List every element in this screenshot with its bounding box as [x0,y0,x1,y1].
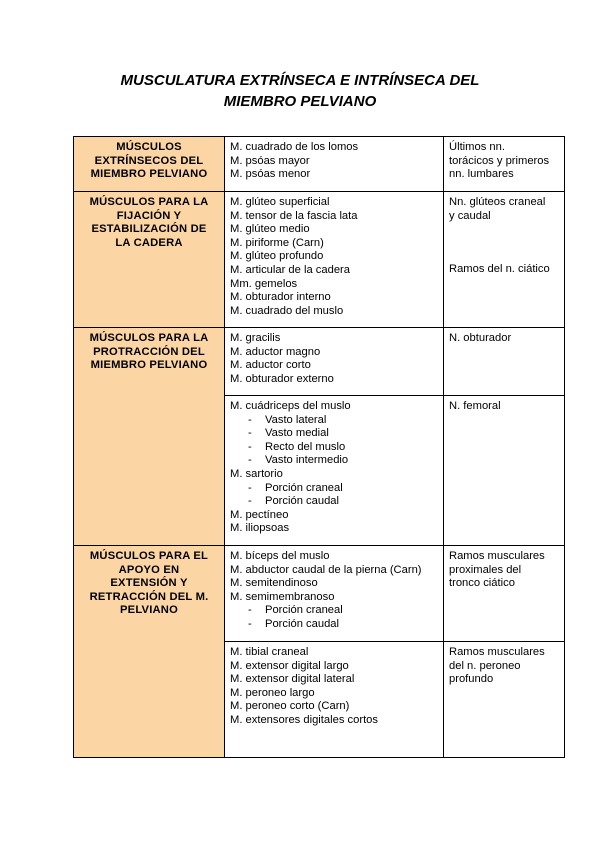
muscle-subitem [230,441,438,455]
text-line: profundo [449,673,494,686]
text-line: LA CADERA [115,236,183,249]
nerve-gluteal [449,196,559,223]
muscle-item: M. abductor caudal de la pierna (Carn) [230,563,422,576]
muscle-item: M. iliopsoas [230,522,290,535]
text-line: EXTRÍNSECOS DEL [94,154,204,167]
muscle-subitem [230,454,438,468]
muscle-list-extrinsic [225,137,444,192]
muscle-subitem [230,427,438,441]
muscle-subitem-text: Porción caudal [265,495,340,508]
group-label-hip-fixation [74,192,225,328]
text-line: MIEMBRO PELVIANO [90,359,208,372]
muscle-item: M. glúteo superficial [230,196,330,208]
muscle-item: M. bíceps del muslo [230,550,330,562]
group-label-support [74,546,225,758]
text-line: EXTENSIÓN Y [110,577,188,590]
text-line: RETRACCIÓN DEL M. [89,590,209,603]
muscle-item: M. semimembranoso [230,590,335,603]
muscle-item: M. sartorio [230,467,283,480]
muscle-list-hamstrings [225,546,444,642]
muscle-list-hip-fixation [225,192,444,328]
text-line: MÚSCULOS PARA LA [89,332,209,344]
dash-marker: - [248,495,252,508]
muscle-subitem [230,495,438,509]
group-label-extrinsic [74,137,225,192]
muscle-list-adductors [225,328,444,396]
muscle-subitem-text: Recto del muslo [265,440,346,453]
muscle-item: M. extensores digitales cortos [230,713,378,726]
nerve-cell-sciatic-trunk [444,546,565,642]
text-line: y caudal [449,209,491,222]
group-label-protraction [74,328,225,546]
muscle-item: M. gracilis [230,332,281,344]
text-line: Ramos musculares [449,646,545,658]
nerve-cell-femoral [444,396,565,546]
nerve-cell-extrinsic [444,137,565,192]
muscle-item: M. aductor corto [230,359,311,372]
muscle-item: M. aductor magno [230,345,321,358]
muscle-item: M. extensor digital lateral [230,673,355,686]
muscle-item: M. cuadrado del muslo [230,304,344,317]
text-line: N. obturador [449,332,512,344]
text-line: Últimos nn. [449,141,505,153]
text-line: N. femoral [449,400,501,412]
muscle-list-quadriceps [225,396,444,546]
dash-marker: - [248,481,252,494]
muscle-item: M. glúteo profundo [230,250,324,263]
muscle-item: M. tibial craneal [230,646,309,658]
muscle-subitem [230,414,438,428]
dash-marker: - [248,413,252,426]
text-line: MÚSCULOS PARA EL [89,550,209,562]
muscle-item: M. articular de la cadera [230,263,351,276]
muscle-item: M. pectíneo [230,508,289,521]
muscle-subitem-text: Vasto intermedio [265,454,349,467]
dash-marker: - [248,440,252,453]
text-line: Ramos musculares [449,550,545,562]
muscle-item: M. obturador interno [230,291,331,304]
muscle-subitem-text: Vasto lateral [265,413,327,426]
title-line-1: MUSCULATURA EXTRÍNSECA E INTRÍNSECA DEL [120,72,480,89]
title-line-2: MIEMBRO PELVIANO [223,93,377,110]
text-line: ESTABILIZACIÓN DE [91,223,207,236]
muscle-item: M. cuadrado de los lomos [230,141,359,153]
text-line: Ramos del n. ciático [449,263,550,276]
text-line: proximales del [449,563,522,576]
muscle-item: M. extensor digital largo [230,659,349,672]
muscle-item: M. psóas menor [230,168,311,181]
dash-marker: - [248,427,252,440]
nerve-cell-peroneal [444,642,565,758]
text-line: MÚSCULOS [116,141,182,153]
muscle-item: M. tensor de la fascia lata [230,209,358,222]
text-line: tronco ciático [449,577,515,590]
dash-marker: - [248,454,252,467]
nerve-sciatic-branches [449,263,559,277]
muscle-item: M. piriforme (Carn) [230,236,324,249]
text-line: del n. peroneo [449,659,521,672]
muscle-item: M. cuádriceps del muslo [230,400,351,412]
muscle-subitem-text: Porción craneal [265,481,343,494]
dash-marker: - [248,617,252,630]
muscle-item: M. obturador externo [230,372,334,385]
text-line: FIJACIÓN Y [116,209,182,222]
table-row-protraction-a [74,328,565,396]
text-line: MIEMBRO PELVIANO [90,168,208,181]
muscle-item: M. peroneo corto (Carn) [230,700,350,713]
text-line: MÚSCULOS PARA LA [89,196,209,208]
table-row-extrinsic [74,137,565,192]
muscle-subitem [230,618,438,632]
nerve-cell-hip-fixation [444,192,565,328]
muscle-item: Mm. gemelos [230,277,298,290]
muscle-item: M. peroneo largo [230,686,315,699]
muscle-subitem [230,604,438,618]
muscle-table [73,136,565,758]
text-line: torácicos y primeros [449,154,550,167]
muscle-item: M. semitendinoso [230,577,318,590]
muscle-subitem-text: Porción craneal [265,604,343,617]
nerve-cell-obturator [444,328,565,396]
muscle-item: M. glúteo medio [230,223,310,236]
muscle-item: M. psóas mayor [230,154,310,167]
dash-marker: - [248,604,252,617]
document-title [0,70,600,112]
text-line: nn. lumbares [449,168,514,181]
muscle-subitem-text: Vasto medial [265,427,329,440]
muscle-list-crural [225,642,444,758]
text-line: PROTRACCIÓN DEL [93,345,205,358]
text-line: Nn. glúteos craneal [449,196,546,208]
table-row-support-a [74,546,565,642]
muscle-subitem [230,482,438,496]
text-line: APOYO EN [118,563,180,576]
table-row-hip-fixation [74,192,565,328]
text-line: PELVIANO [120,604,178,617]
muscle-subitem-text: Porción caudal [265,617,340,630]
